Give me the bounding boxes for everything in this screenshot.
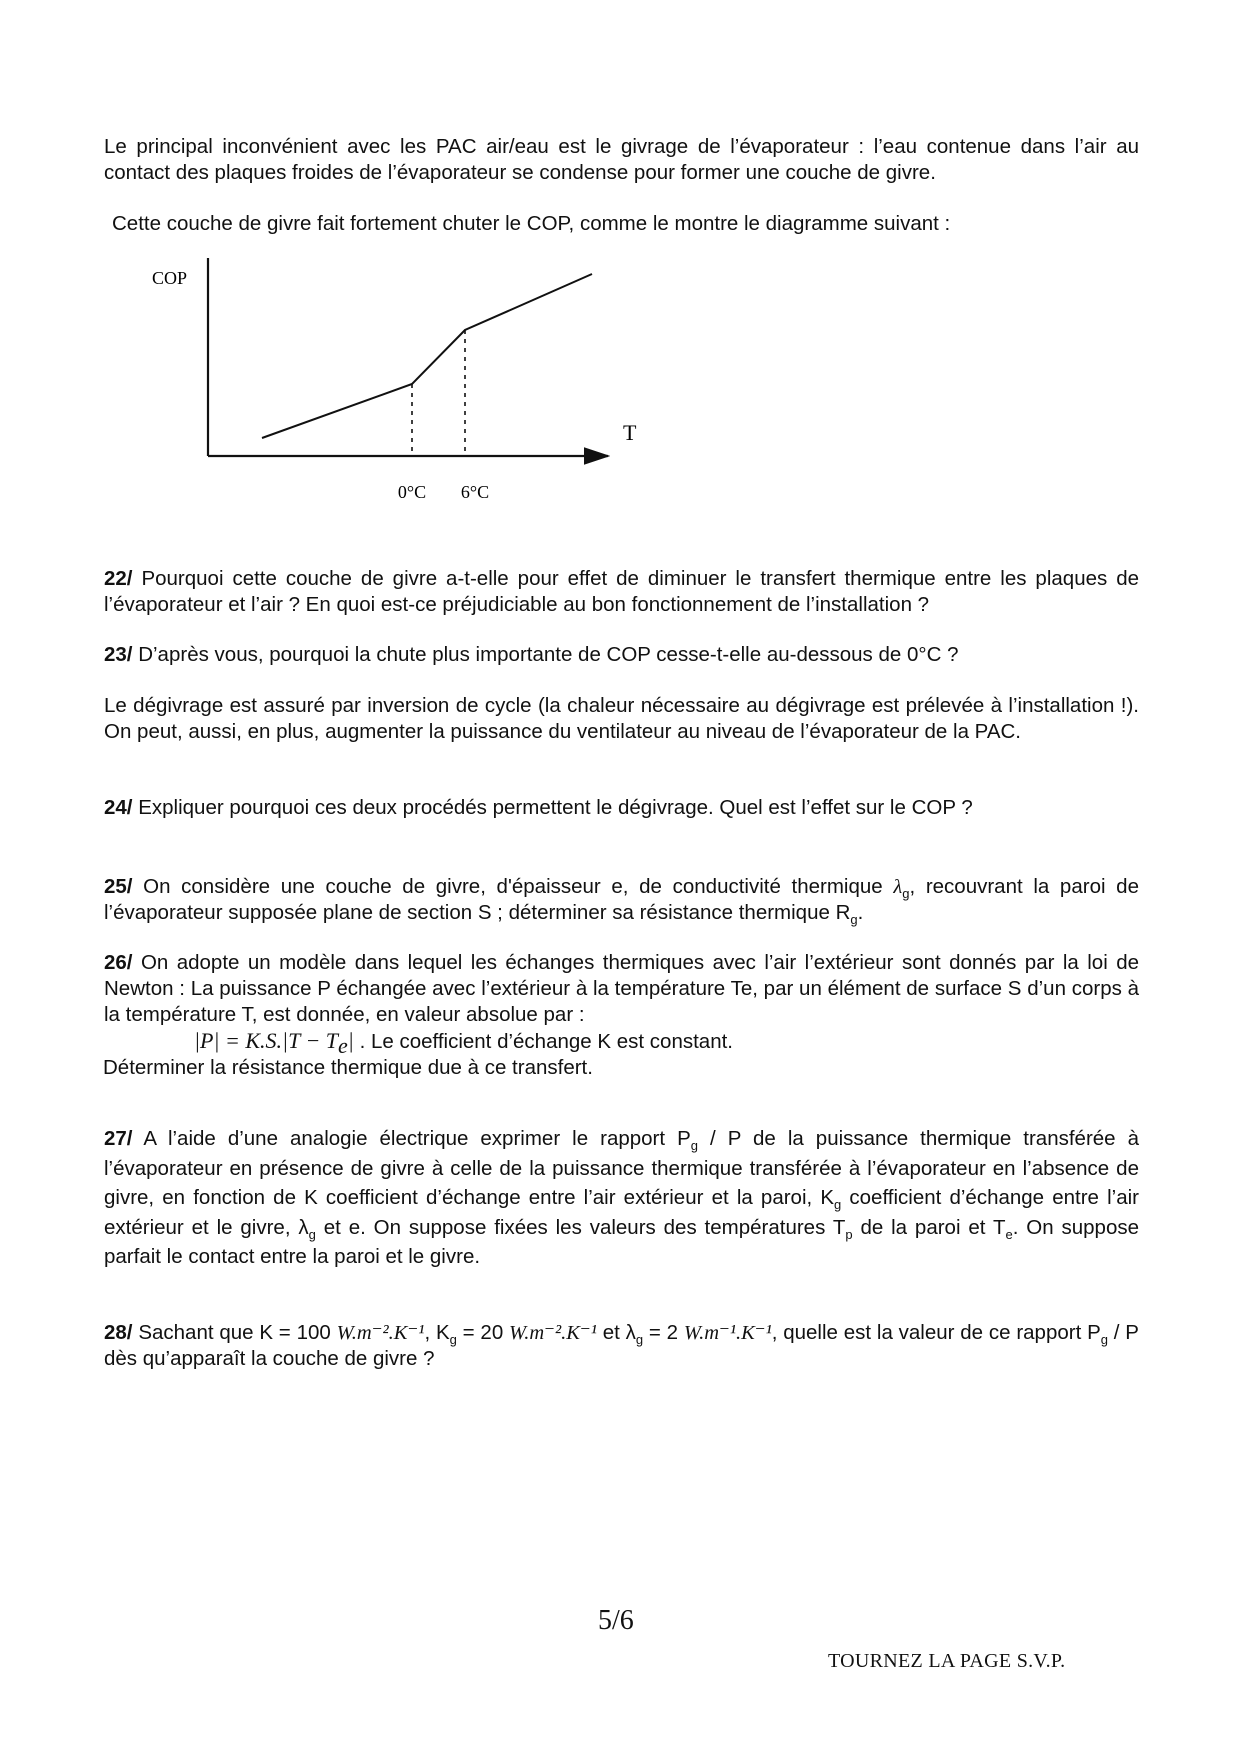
question-text: . — [857, 901, 864, 924]
question-text: / P de la puissance thermique transférée à l’évaporateur en présence de givre à celle de la puissance thermique transférée à l’évaporateur en l’absence de givre, en fonction de K coefficient d’échange entre l’air extérieur et la paroi, K — [104, 1127, 1139, 1209]
question-text: . On suppose parfait le contact entre la paroi et le givre. — [104, 1215, 1140, 1268]
formula-tail: . Le coefficient d’échange K est constant. — [359, 1030, 733, 1053]
question-text: Expliquer pourquoi ces deux procédés permettent le dégivrage. Quel est l’effet sur le COP ? — [138, 796, 973, 819]
intro-text: Le principal inconvénient avec les PAC air/eau est le givrage de l’évaporateur : l’eau contenue dans l’air au contact des plaques froides de l’évaporateur se condense pour former une couche de givre. — [104, 135, 1139, 184]
subscript: e — [1005, 1226, 1013, 1242]
tick-label-6c: 6°C — [460, 482, 490, 502]
question-number: 22/ — [104, 567, 133, 590]
question-conclusion: Déterminer la résistance thermique due à ce transfert. — [103, 1056, 593, 1079]
question-text: et λ — [596, 1321, 636, 1344]
question-text: / P dès qu’apparaît la couche de givre ? — [104, 1321, 1139, 1370]
question-26 — [104, 950, 1139, 1081]
unit: W.m⁻¹.K⁻¹ — [683, 1322, 772, 1344]
question-27 — [104, 1124, 1139, 1272]
question-text: A l’aide d’une analogie électrique exprimer le rapport P — [143, 1127, 691, 1150]
subscript: g — [449, 1332, 457, 1348]
subscript: g — [1100, 1332, 1108, 1348]
subscript: g — [635, 1332, 644, 1348]
question-number: 27/ — [104, 1127, 133, 1150]
cop-temperature-diagram — [130, 248, 670, 518]
question-text: , recouvrant la paroi de l’évaporateur supposée plane de section S ; déterminer sa résistance thermique R — [104, 875, 1139, 924]
question-number: 25/ — [104, 875, 133, 898]
subscript: g — [308, 1226, 316, 1242]
question-text: = 2 — [643, 1321, 684, 1344]
diagram-intro-text: Cette couche de givre fait fortement chuter le COP, comme le montre le diagramme suivant : — [112, 212, 951, 235]
question-text: de la paroi et T — [852, 1215, 1006, 1239]
question-text: On considère une couche de givre, d'épaisseur e, de conductivité thermique — [143, 875, 883, 898]
question-text: coefficient d’échange entre l’air extérieur et le givre, λ — [104, 1186, 1139, 1239]
subscript: g — [834, 1197, 842, 1213]
question-text: = 20 — [456, 1321, 510, 1344]
diagram-intro — [112, 211, 1147, 237]
question-22 — [104, 566, 1139, 618]
question-24 — [104, 795, 1139, 821]
newton-formula-line — [104, 1028, 1139, 1059]
tick-label-0c: 0°C — [397, 482, 427, 502]
question-25 — [104, 874, 1139, 926]
degivrage-text: Le dégivrage est assuré par inversion de cycle (la chaleur nécessaire au dégivrage est prélevée à l’installation !). On peut, aussi, en plus, augmenter la puissance du ventilateur au niveau de l’évaporateur de la PAC. — [104, 694, 1139, 743]
x-axis-label: T — [623, 420, 637, 445]
question-number: 28/ — [104, 1321, 133, 1344]
lambda-symbol: λ — [893, 876, 903, 898]
question-text: D’après vous, pourquoi la chute plus importante de COP cesse-t-elle au-dessous de 0°C ? — [138, 643, 959, 666]
degivrage-paragraph — [104, 693, 1139, 745]
newton-formula: |P| = K.S.|T − T — [194, 1028, 339, 1053]
question-text: , K — [424, 1321, 450, 1344]
question-text: et e. On suppose fixées les valeurs des températures T — [315, 1215, 846, 1239]
subscript: g — [690, 1138, 698, 1154]
question-number: 24/ — [104, 796, 133, 819]
question-text: Pourquoi cette couche de givre a-t-elle pour effet de diminuer le transfert thermique entre les plaques de l’évaporateur et l’air ? En quoi est-ce préjudiciable au bon fonctionnement de l’installation ? — [104, 567, 1139, 616]
question-text: , quelle est la valeur de ce rapport P — [771, 1321, 1101, 1344]
page-number: 5/6 — [598, 1605, 634, 1636]
question-text: Sachant que K = 100 — [138, 1321, 337, 1344]
question-number: 23/ — [104, 643, 133, 666]
intro-paragraph — [104, 134, 1139, 186]
formula-bar: | — [347, 1028, 354, 1053]
question-text: On adopte un modèle dans lequel les échanges thermiques avec l’air l’extérieur sont donnés par la loi de Newton : La puissance P échangée avec l’extérieur à la température Te, par un élément de surface S d’un corps à la température T, est donnée, en valeur absolue par : — [104, 951, 1139, 1026]
question-23 — [104, 642, 1139, 668]
unit: W.m⁻².K⁻¹ — [336, 1322, 425, 1344]
cop-curve — [262, 274, 592, 438]
formula-subscript: e — [338, 1033, 348, 1059]
r-subscript: g — [850, 912, 858, 928]
y-axis-label: COP — [152, 268, 188, 288]
subscript: p — [845, 1226, 853, 1242]
footer-note: TOURNEZ LA PAGE S.V.P. — [828, 1650, 1066, 1672]
question-28 — [104, 1320, 1139, 1372]
lambda-subscript: g — [902, 886, 910, 902]
question-number: 26/ — [104, 951, 133, 974]
unit: W.m⁻².K⁻¹ — [509, 1322, 597, 1344]
